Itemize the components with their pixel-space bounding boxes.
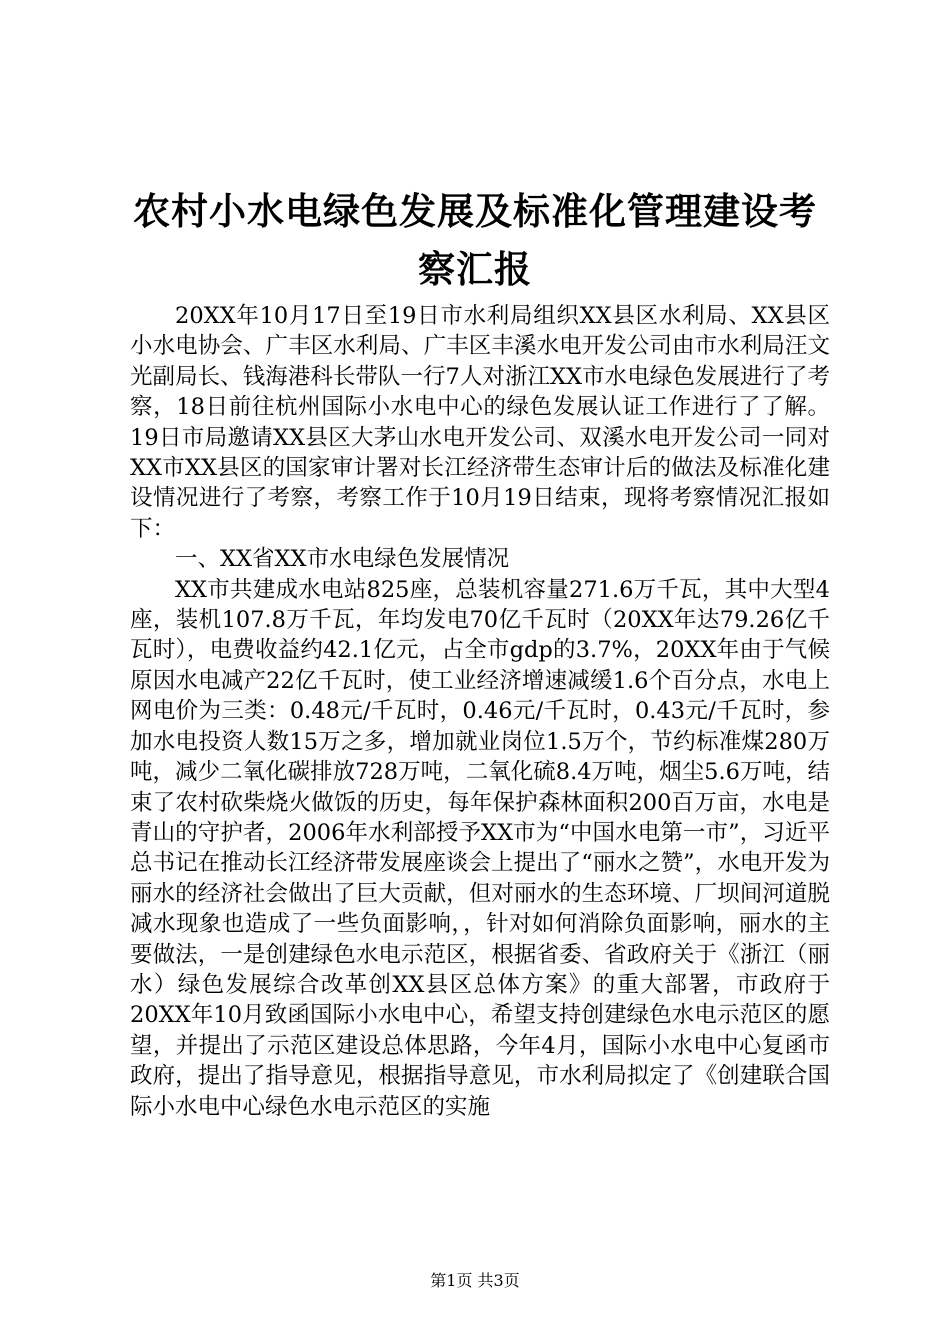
paragraph-intro: 20XX年10月17日至19日市水利局组织XX县区水利局、XX县区小水电协会、广丰区水利局、广丰区丰溪水电开发公司由市水利局汪文光副局长、钱海港科长带队一行7人对浙江XX市水电绿色发展进行了考察，18日前往杭州国际小水电中心的绿色发展认证工作进行了了解。19日市局邀请XX县区大茅山水电开发公司、双溪水电开发公司一同对XX市XX县区的国家审计署对长江经济带生态审计后的做法及标准化建设情况进行了考察，考察工作于10月19日结束，现将考察情况汇报如下： [130,303,830,542]
section-heading-1: 一、XX省XX市水电绿色发展情况 [175,546,510,573]
document-body [130,301,830,1122]
page-footer: 第1页 共3页 [430,1271,520,1290]
paragraph-section-1: XX市共建成水电站825座，总装机容量271.6万千瓦，其中大型4座，装机107.8万千瓦，年均发电70亿千瓦时（20XX年达79.26亿千瓦时），电费收益约42.1亿元，占全市gdp的3.7%，20XX年由于气候原因水电减产22亿千瓦时，使工业经济增速减缓1.6个百分点，水电上网电价为三类：0.48元/千瓦时，0.46元/千瓦时，0.43元/千瓦时，参加水电投资人数15万之多，增加就业岗位1.5万个，节约标准煤280万吨，减少二氧化碳排放728万吨，二氧化硫8.4万吨，烟尘5.6万吨，结束了农村砍柴烧火做饭的历史，每年保护森林面积200百万亩，水电是青山的守护者，2006年水利部授予XX市为“中国水电第一市”，习近平总书记在推动长江经济带发展座谈会上提出了“丽水之赞”，水电开发为丽水的经济社会做出了巨大贡献，但对丽水的生态环境、厂坝间河道脱减水现象也造成了一些负面影响，，针对如何消除负面影响，丽水的主要做法，一是创建绿色水电示范区，根据省委、省政府关于《浙江（丽水）绿色发展综合改革创XX县区总体方案》的重大部署，市政府于20XX年10月致函国际小水电中心，希望支持创建绿色水电示范区的愿望，并提出了示范区建设总体思路，今年4月，国际小水电中心复函市政府，提出了指导意见，根据指导意见，市水利局拟定了《创建联合国际小水电中心绿色水电示范区的实施 [130,576,830,1120]
document-title: 农村小水电绿色发展及标准化管理建设考察汇报 [133,189,817,291]
